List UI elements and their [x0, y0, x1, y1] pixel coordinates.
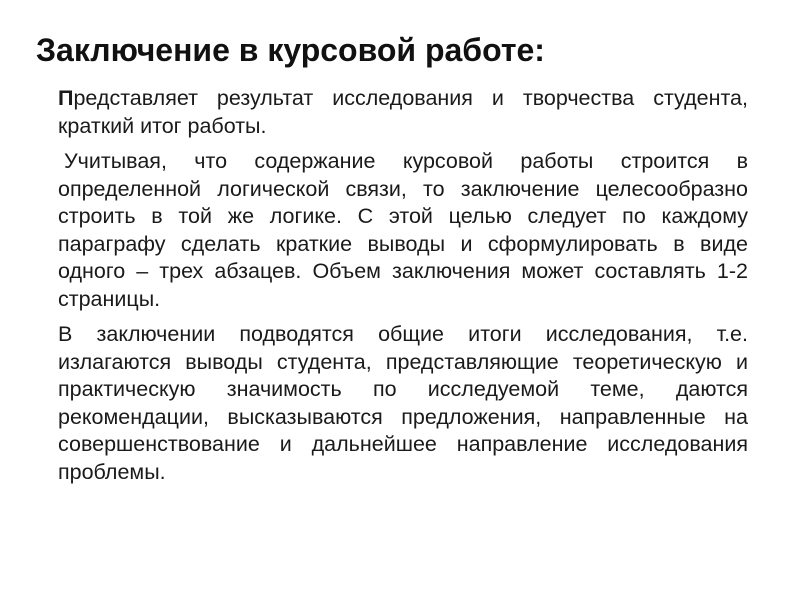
paragraph-1-text: редставляет результат исследования и творчества студента, краткий итог работы.	[58, 86, 748, 138]
paragraph-1	[58, 85, 748, 140]
paragraph-1-lead-letter: П	[58, 86, 74, 110]
paragraph-2: Учитывая, что содержание курсовой работы строится в определенной логической связи, то заключение целесообразно строить в той же логике. С этой целью следует по каждому параграфу сделать краткие выводы и сформулировать в виде одного – трех абзацев. Объем заключения может составлять 1-2 страницы.	[58, 149, 748, 311]
paragraph-3: В заключении подводятся общие итоги исследования, т.е. излагаются выводы студента, представляющие теоретическую и практическую значимость по исследуемой теме, даются рекомендации, высказываются предложения, направленные на совершенствование и дальнейшее направление исследования проблемы.	[58, 322, 748, 484]
slide-title: Заключение в курсовой работе:	[36, 32, 545, 68]
slide-body	[58, 85, 748, 494]
